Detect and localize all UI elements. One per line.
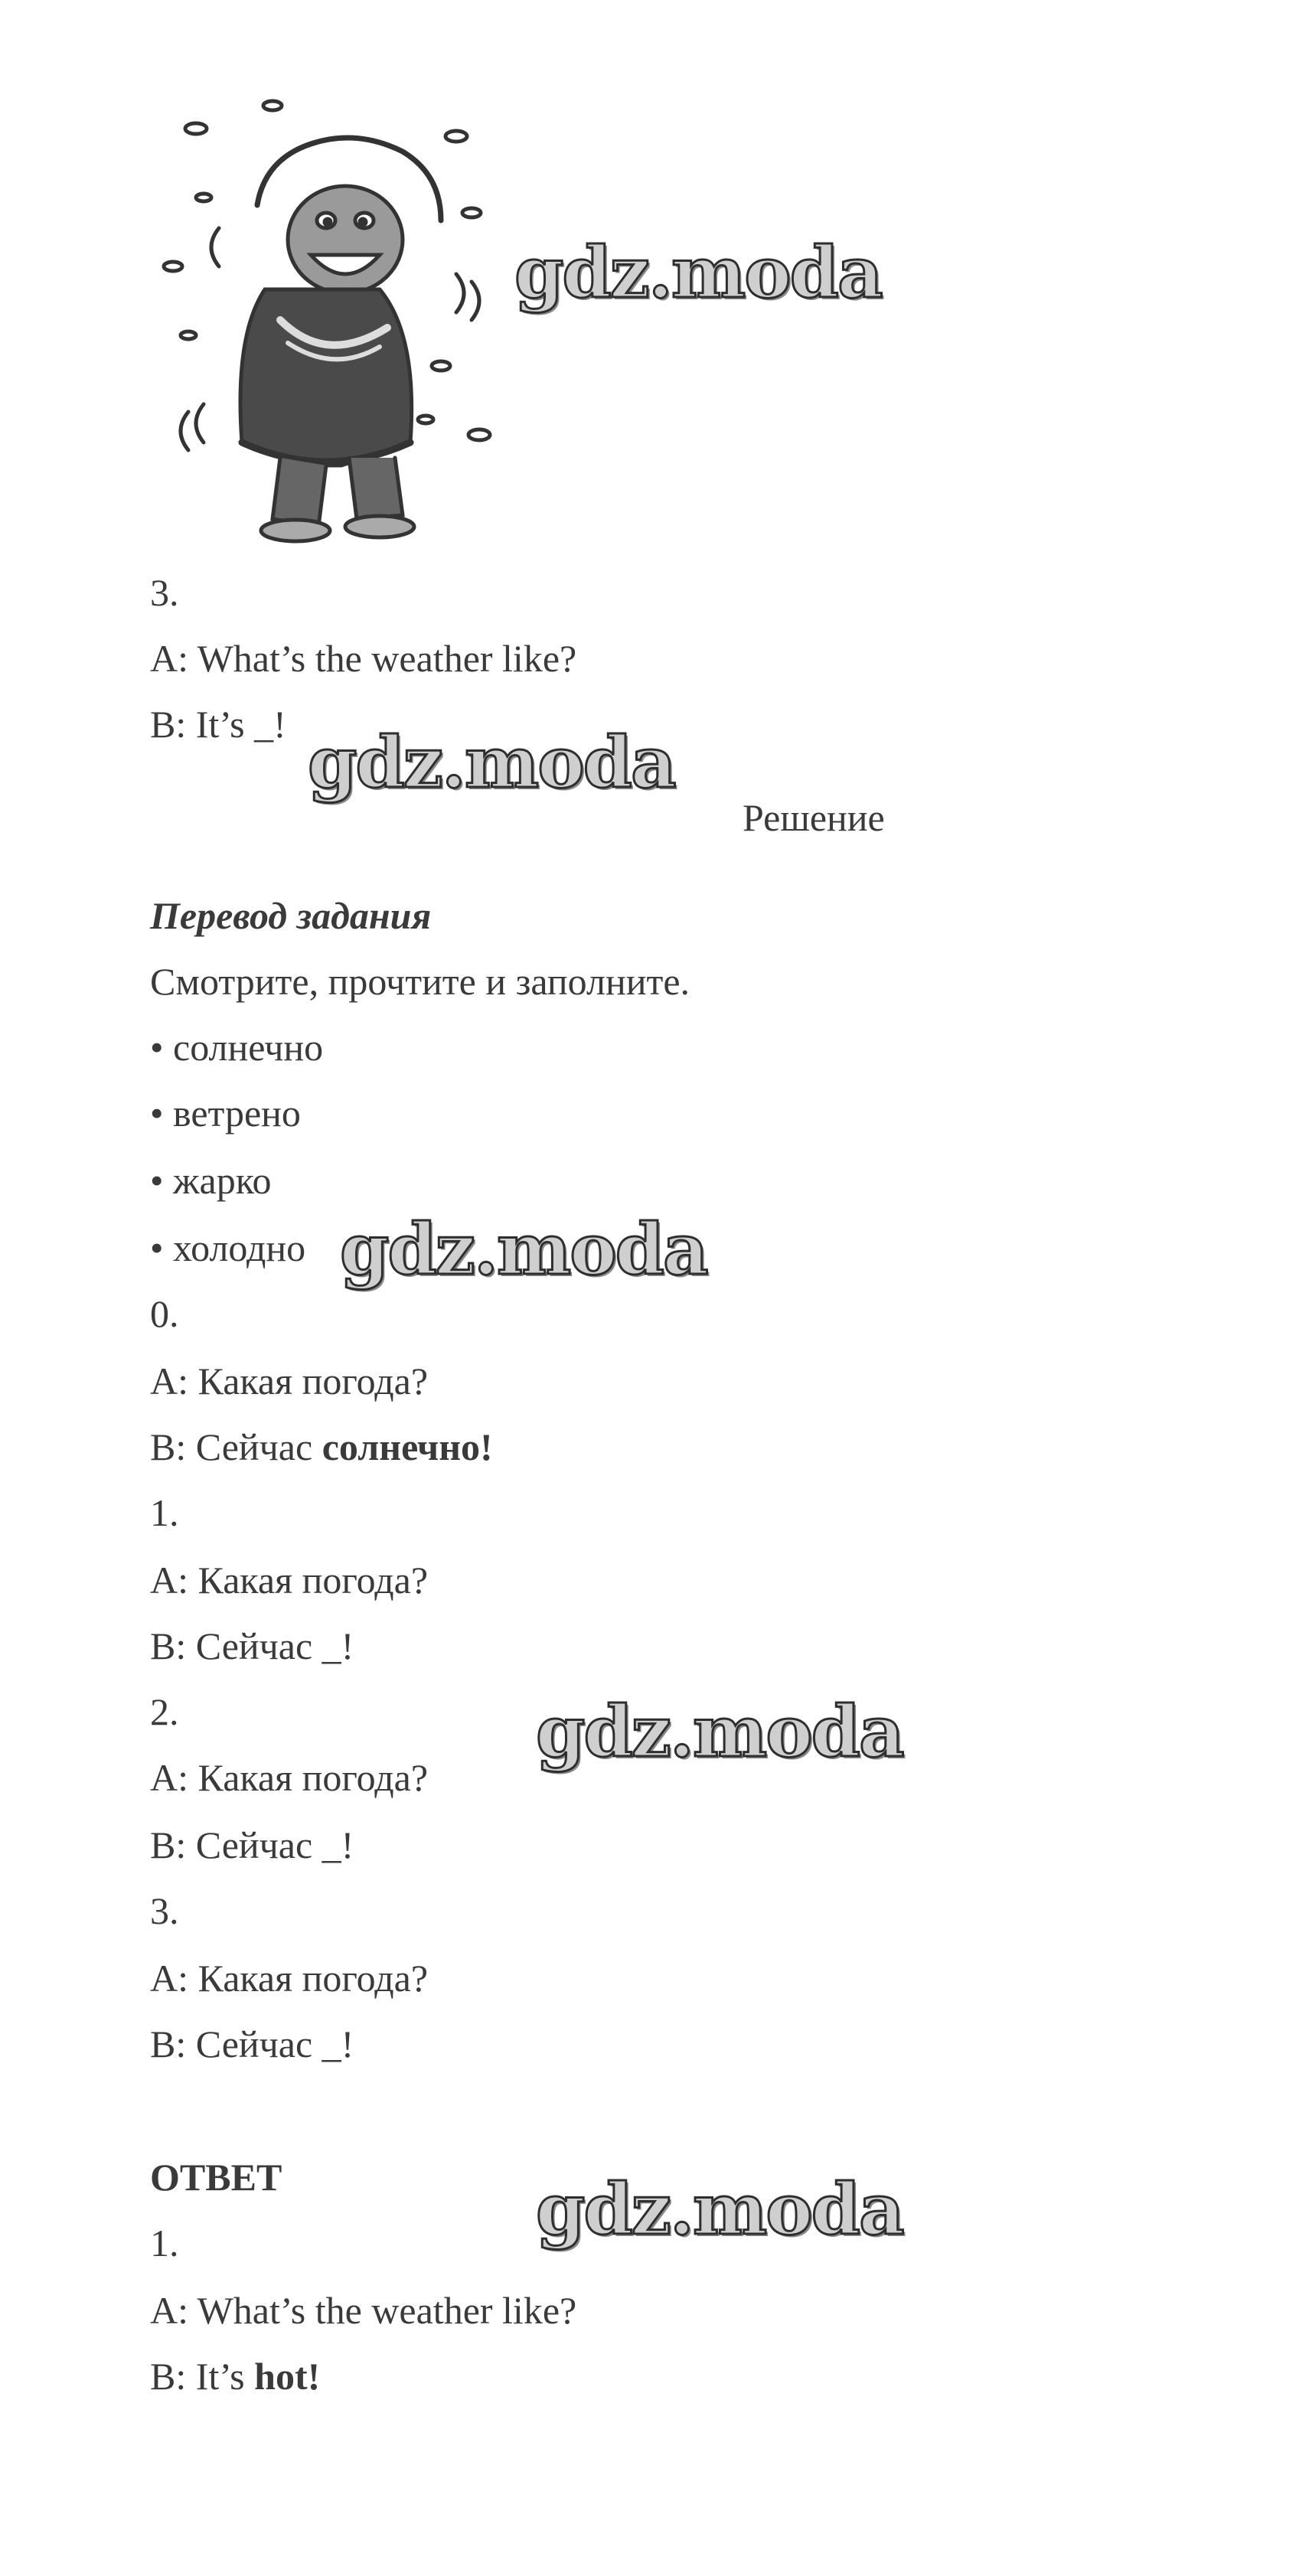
answer-question: A: What’s the weather like?: [150, 2289, 577, 2332]
exercise-question: A: What’s the weather like?: [150, 637, 577, 680]
item-number: 0.: [150, 1292, 179, 1335]
option-item: • ветрено: [150, 1092, 301, 1135]
option-item: • солнечно: [150, 1026, 324, 1069]
item-answer-prefix: B: Сейчас: [150, 1425, 322, 1468]
item-number: 1.: [150, 1491, 179, 1534]
option-item: • холодно: [150, 1226, 306, 1269]
item-answer-bold: солнечно!: [322, 1425, 493, 1468]
watermark: gdz.moda: [340, 1208, 707, 1291]
item-answer: B: Сейчас _!: [150, 2023, 354, 2065]
item-question: A: Какая погода?: [150, 1756, 429, 1799]
item-number: 2.: [150, 1690, 179, 1733]
item-question: A: Какая погода?: [150, 1360, 429, 1402]
answer-bold: hot!: [254, 2355, 321, 2398]
watermark: gdz.moda: [536, 2168, 903, 2251]
cold-child-illustration: [150, 90, 505, 550]
answer-number: 1.: [150, 2222, 179, 2264]
item-number: 3.: [150, 1889, 179, 1932]
answer-line: [150, 2353, 320, 2399]
watermark: gdz.moda: [514, 231, 882, 314]
watermark: gdz.moda: [308, 721, 675, 804]
answer-heading: ОТВЕТ: [150, 2156, 282, 2199]
translation-instruction: Смотрите, прочтите и заполните.: [150, 960, 690, 1003]
exercise-answer-blank: B: It’s _!: [150, 703, 286, 746]
item-question: A: Какая погода?: [150, 1957, 429, 2000]
translation-heading: Перевод задания: [150, 894, 432, 937]
solution-heading: Решение: [743, 796, 885, 839]
item-answer: B: Сейчас _!: [150, 1624, 354, 1667]
answer-prefix: B: It’s: [150, 2355, 255, 2398]
item-answer: [150, 1424, 493, 1470]
option-item: • жарко: [150, 1159, 272, 1202]
item-answer: B: Сейчас _!: [150, 1823, 354, 1866]
watermark: gdz.moda: [536, 1690, 903, 1773]
item-question: A: Какая погода?: [150, 1559, 429, 1601]
exercise-number: 3.: [150, 571, 179, 614]
